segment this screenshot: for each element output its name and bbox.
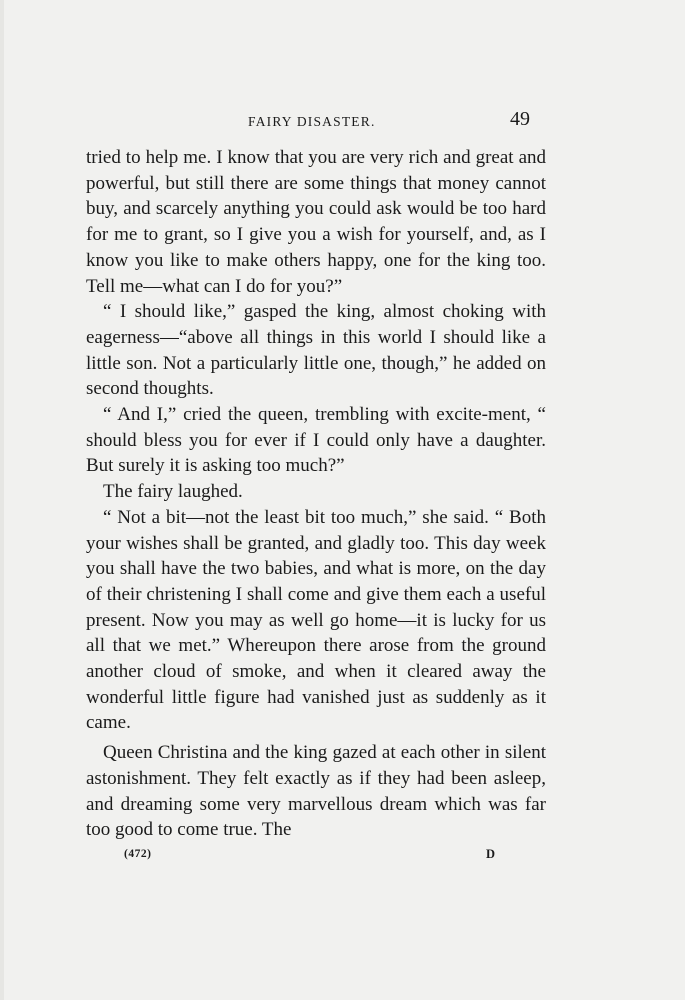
running-head: FAIRY DISASTER. (248, 114, 376, 129)
signature-letter: D (486, 847, 496, 861)
paragraph: The fairy laughed. (103, 481, 243, 503)
body-text (86, 145, 546, 843)
page-right-edge (685, 0, 691, 1000)
paragraph: tried to help me. I know that you are very rich and great and powerful, but still there are some things that money cannot buy, and scarcely anything you could ask would be too hard for me to grant, so I give you a wish for yourself, and, as I know you like to make others happy, one for the king too. Tell me—what can I do for you?” (86, 147, 546, 297)
signature-mark: (472) (124, 848, 152, 860)
paragraph: Queen Christina and the king gazed at each other in silent astonishment. They felt exactly as if they had been asleep, and dreaming some very marvellous dream which was far too good to come true. The (86, 742, 546, 841)
paragraph: “ I should like,” gasped the king, almost choking with eagerness—“above all things in this world I should like a little son. Not a particularly little one, though,” he added on second thoughts. (86, 301, 546, 400)
page-number: 49 (510, 108, 530, 130)
paragraph: “ Not a bit—not the least bit too much,” she said. “ Both your wishes shall be granted, and gladly too. This day week you shall have the two babies, and what is more, on the day of their christening I shall come and give them each a useful present. Now you may as well go home—it is lucky for us all that we met.” Whereupon there arose from the ground another cloud of smoke, and when it cleared away the wonderful little figure had vanished just as suddenly as it came. (86, 506, 546, 734)
paragraph: “ And I,” cried the queen, trembling with excite-ment, “ should bless you for ever if I could only have a daughter. But surely it is asking too much?” (86, 404, 546, 477)
page-left-edge (0, 0, 4, 1000)
